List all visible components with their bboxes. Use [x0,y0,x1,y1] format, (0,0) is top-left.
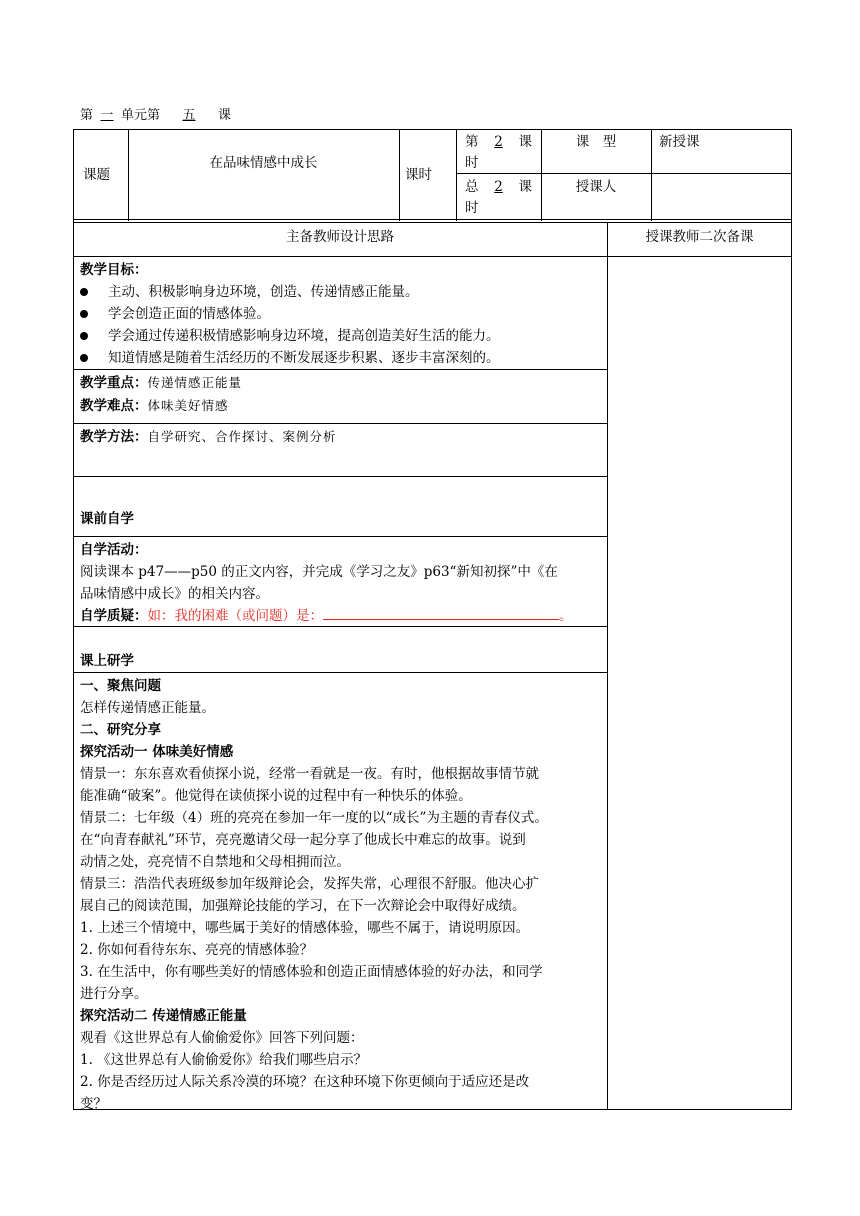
header-text: 第 [80,108,94,123]
lesson-type-label: 课 型 [575,134,617,150]
period-label: 课时 [405,167,432,183]
total-periods-suffix: 时 [465,200,479,216]
objective-item: 学会通过传递积极情感影响身边环境，提高创造美好生活的能力。 [80,325,500,347]
lesson-number: 五 [182,108,196,123]
self-study-title: 自学活动： [80,542,148,558]
lesson-header [80,104,231,123]
teaching-focus: 教学重点：传递情感正能量 [80,375,243,391]
period-count: 第 2 课 [465,134,532,150]
header-text: 课 [218,108,232,123]
answer-blank [323,605,559,620]
bullet-icon [80,288,88,296]
header-text: 单元第 [121,108,161,123]
self-study-text: 阅读课本 p47——p50 的正文内容，并完成《学习之友》p63“新知初探”中《在 品味情感中成长》的相关内容。 [80,564,558,602]
bullet-icon [80,332,88,340]
objectives-title: 教学目标： [80,262,148,278]
lead-teacher-header: 主备教师设计思路 [286,229,394,245]
total-periods: 总 2 课 [465,179,532,195]
teaching-difficulty: 教学难点：体味美好情感 [80,398,229,414]
lesson-type-value: 新授课 [659,134,700,150]
teacher-label: 授课人 [575,179,617,195]
objective-item: 主动、积极影响身边环境，创造、传递情感正能量。 [80,281,419,303]
objective-item: 学会创造正面的情感体验。 [80,303,270,325]
self-study-question: 自学质疑：如：我的困难（或问题）是： 。 [80,605,573,627]
objective-item: 知道情感是随着生活经历的不断发展逐步积累、逐步丰富深刻的。 [80,347,500,369]
teaching-methods: 教学方法：自学研究、合作探讨、案例分析 [80,429,337,445]
period-count-suffix: 时 [465,155,479,171]
activity-two-title: 探究活动二 传递情感正能量 [80,1008,247,1024]
unit-number: 一 [100,108,114,123]
activity-one-title: 探究活动一 体味美好情感 [80,744,234,760]
bullet-icon [80,354,88,362]
second-prep-header: 授课教师二次备课 [645,229,754,245]
topic-title: 在品味情感中成长 [209,155,318,171]
activity-one-body: 情景一：东东喜欢看侦探小说，经常一看就是一夜。有时，他根据故事情节就 能准确“破案”。他觉得在读侦探小说的过程中有一种快乐的体验。 情景二：七年级（4）班的亮亮在参加一年一度的以“成长”为主题的青春仪式。 在“向青春献礼”环节，亮亮邀请父母一起分享了他成长中难忘的故事。说到 动情之处，亮亮情不自禁地和父母相拥而泣。 情景三：浩浩代表班级参加年级辩论会，发挥失常，心理很不舒服。他决心扩 展自己的阅读范围，加强辩论技能的学习，在下一次辩论会中取得好成绩。 1. 上述三个情境中，哪些属于美好的情感体验，哪些不属于，请说明原因。 2. 你如何看待东东、亮亮的情感体验？ 3. 在生活中，你有哪些美好的情感体验和创造正面情感体验的好办法，和同学 进行分享。 [80,766,548,1002]
bullet-icon [80,310,88,318]
section-research-share: 二、研究分享 [80,722,161,738]
section-focus-question: 一、聚焦问题 [80,678,161,694]
topic-label: 课题 [83,167,110,183]
pre-study-title: 课前自学 [80,511,134,527]
in-class-title: 课上研学 [80,653,134,669]
activity-two-body: 观看《这世界总有人偷偷爱你》回答下列问题： 1. 《这世界总有人偷偷爱你》给我们哪些启示？ 2. 你是否经历过人际关系冷漠的环境？在这种环境下你更倾向于适应还是改 变？ [80,1030,530,1112]
focus-question-text: 怎样传递情感正能量。 [80,700,215,716]
